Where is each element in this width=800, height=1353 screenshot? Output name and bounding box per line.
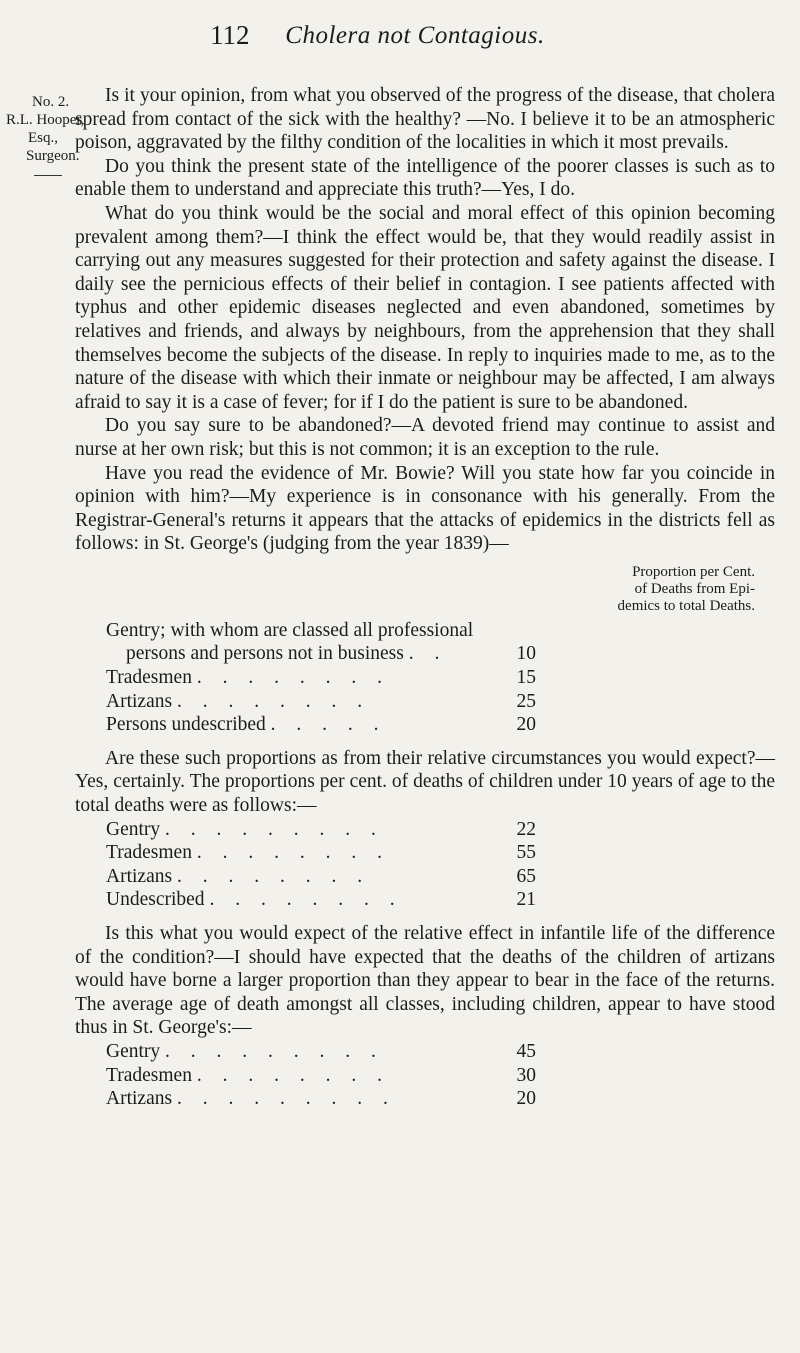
table-heading-line: demics to total Deaths. bbox=[617, 597, 755, 614]
table-cell-label: Gentry; with whom are classed all professional bbox=[106, 619, 474, 641]
paragraph: Are these such proportions as from their relative circumstances you would expect?—Yes, certainly. The proportions per cent. of deaths of children under 10 years of age to the total deaths were as follows:— bbox=[75, 747, 775, 817]
table-cell-label: Artizans . . . . . . . . bbox=[106, 690, 371, 712]
table-cell-label: persons and persons not in business . . bbox=[126, 643, 448, 665]
table-heading-line: of Deaths from Epi- bbox=[634, 580, 755, 597]
row-label-text: Tradesmen bbox=[106, 1064, 192, 1086]
witness-title-surgeon: Surgeon. bbox=[26, 148, 80, 164]
row-label-text: Artizans bbox=[106, 690, 173, 712]
table-cell-value: 65 bbox=[516, 865, 536, 887]
row-label-text: Gentry bbox=[106, 818, 161, 840]
table-row bbox=[106, 713, 536, 737]
paragraph: What do you think would be the social and moral effect of this opinion becoming prevalent among them?—I think the effect would be, that they would readily assist in carrying out any measures suggested for their protection and safety against the disease. I daily see the pernicious effects of their belief in contagion. I see patients affected with typhus and other epidemic diseases neglected and even abandoned, sometimes by relatives and friends, and always by neighbours, from the apprehension that they shall themselves become the subjects of the disease. In reply to inquiries made to me, as to the nature of the disease with which their inmate or neighbour may be affected, I am always afraid to say it is a case of fever; for if I do the patient is sure to be abandoned. bbox=[75, 202, 775, 413]
table-row bbox=[106, 888, 536, 912]
table-cell-value: 45 bbox=[516, 1040, 536, 1062]
row-label-text: Persons undescribed bbox=[106, 714, 266, 736]
row-label-text: Tradesmen bbox=[106, 842, 192, 864]
page-body bbox=[75, 84, 775, 1121]
table-cell-value bbox=[496, 619, 536, 643]
table-cell-value: 30 bbox=[516, 1064, 536, 1086]
running-title: Cholera not Contagious. bbox=[285, 22, 545, 49]
witness-name: R.L. Hooper, bbox=[6, 112, 85, 128]
paragraph: Have you read the evidence of Mr. Bowie? Will you state how far you coincide in opinion with him?—My experience is in consonance with his generally. From the Registrar-General's returns it appears that the attacks of epidemics in the districts fell as follows: in St. George's (judging from the year 1839)— bbox=[75, 462, 775, 555]
row-label-text: Tradesmen bbox=[106, 667, 192, 689]
paragraph: Is it your opinion, from what you observed of the progress of the disease, that cholera spread from contact of the sick with the healthy? —No. I believe it to be an atmospheric poison, aggravated by the filthy condition of the localities in which it most prevails. bbox=[75, 85, 775, 154]
row-label-text: persons and persons not in business bbox=[126, 643, 404, 665]
witness-title-esq: Esq., bbox=[28, 130, 58, 146]
table-heading-line: Proportion per Cent. bbox=[632, 563, 755, 580]
table-row bbox=[106, 1064, 536, 1088]
table-cell-value: 20 bbox=[516, 1088, 536, 1110]
table-row bbox=[106, 690, 536, 714]
table-cell-label: Tradesmen . . . . . . . . bbox=[106, 1064, 390, 1086]
table-cell-label: Gentry . . . . . . . . . bbox=[106, 1040, 384, 1062]
margin-rule bbox=[34, 175, 62, 176]
table-row bbox=[106, 666, 536, 690]
table-cell-label: Artizans . . . . . . . . bbox=[106, 865, 371, 887]
table-cell-label: Persons undescribed . . . . . bbox=[106, 714, 387, 736]
row-label-text: Artizans bbox=[106, 865, 173, 887]
margin-note bbox=[6, 93, 85, 176]
table-row bbox=[106, 1040, 536, 1064]
table-cell-label: Gentry . . . . . . . . . bbox=[106, 818, 384, 840]
table-cell-value: 10 bbox=[516, 643, 536, 665]
table-cell-label: Undescribed . . . . . . . . bbox=[106, 889, 403, 911]
average-age-table bbox=[106, 1040, 536, 1111]
table-row bbox=[106, 619, 536, 643]
table-cell-label: Tradesmen . . . . . . . . bbox=[106, 667, 390, 689]
table-cell-label: Tradesmen . . . . . . . . bbox=[106, 842, 390, 864]
witness-number: No. 2. bbox=[32, 94, 70, 110]
row-label-text: Gentry bbox=[106, 1040, 161, 1062]
paragraph: Do you say sure to be abandoned?—A devoted friend may continue to assist and nurse at her own risk; but this is not common; it is an exception to the rule. bbox=[75, 415, 775, 460]
table-cell-value: 55 bbox=[516, 842, 536, 864]
page-header bbox=[0, 20, 800, 60]
table-cell-label: Artizans . . . . . . . . . bbox=[106, 1088, 396, 1110]
table-row bbox=[106, 841, 536, 865]
table-row bbox=[106, 642, 536, 666]
row-label-text: Artizans bbox=[106, 1088, 173, 1110]
table-row bbox=[106, 865, 536, 889]
page-number: 112 bbox=[210, 20, 250, 50]
table-cell-value: 22 bbox=[516, 818, 536, 840]
table-cell-value: 21 bbox=[516, 889, 536, 911]
table-cell-value: 20 bbox=[516, 714, 536, 736]
table-heading bbox=[75, 564, 755, 615]
child-deaths-table bbox=[106, 818, 536, 912]
table-cell-value: 25 bbox=[516, 690, 536, 712]
row-label-text: Undescribed bbox=[106, 889, 205, 911]
epidemic-deaths-table bbox=[106, 619, 536, 737]
table-cell-value: 15 bbox=[516, 667, 536, 689]
paragraph: Is this what you would expect of the relative effect in infantile life of the difference of the condition?—I should have expected that the deaths of the children of artizans would have borne a larger proportion than they appear to bear in the face of the returns. The average age of death amongst all classes, including children, appear to have stood thus in St. George's:— bbox=[75, 923, 775, 1039]
table-row bbox=[106, 1087, 536, 1111]
table-row bbox=[106, 818, 536, 842]
paragraph: Do you think the present state of the intelligence of the poorer classes is such as to enable them to understand and appreciate this truth?—Yes, I do. bbox=[75, 155, 775, 201]
